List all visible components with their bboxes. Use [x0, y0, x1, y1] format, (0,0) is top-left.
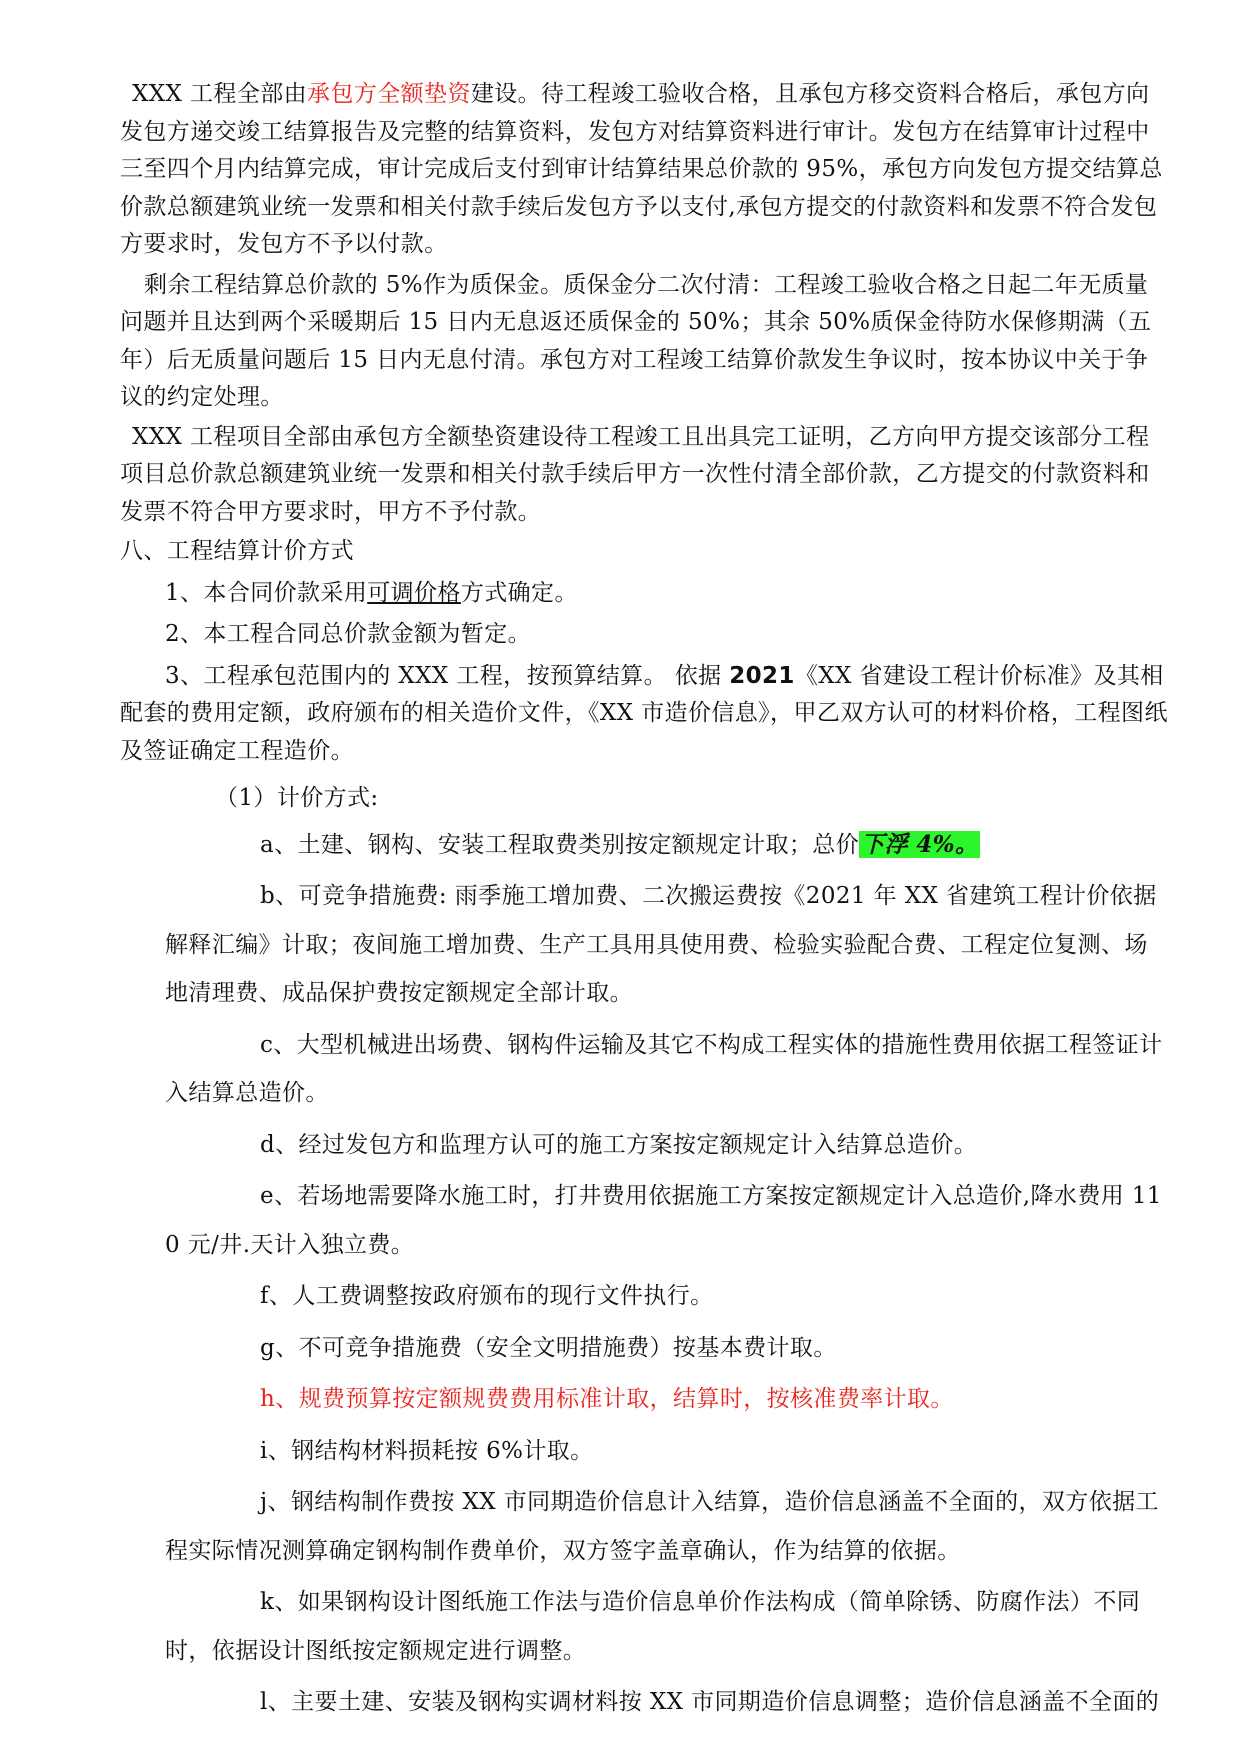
- item-3: [120, 658, 1170, 771]
- item-a-text: a、土建、钢构、安装工程取费类别按定额规定计取；总价: [260, 831, 860, 858]
- item1-text-a: 1、本合同价款采用: [165, 579, 368, 606]
- item-h: h、规费预算按定额规费费用标准计取，结算时，按核准费率计取。: [260, 1386, 954, 1412]
- section-heading-8: 八、工程结算计价方式: [120, 538, 354, 564]
- item-f: f、人工费调整按政府颁布的现行文件执行。: [260, 1283, 714, 1309]
- item-i: i、钢结构材料损耗按 6%计取。: [260, 1437, 594, 1464]
- retention-paragraph: 剩余工程结算总价款的 5%作为质保金。质保金分二次付清：工程竣工验收合格之日起二年无质量问题并且达到两个采暖期后 15 日内无息返还质保金的 50%；其余 50%质保金待防水保修期满（五年）后无质量问题后 15 日内无息付清。承包方对工程竣工结算价款发生争议时，按本协议中关于争议的约定处理。: [120, 271, 1152, 410]
- item-l: l、主要土建、安装及钢构实调材料按 XX 市同期造价信息调整；造价信息涵盖不全面的: [260, 1689, 1160, 1715]
- item-d: d、经过发包方和监理方认可的施工方案按定额规定计入结算总造价。: [260, 1131, 978, 1158]
- para1-highlight-red: 承包方全额垫资: [307, 81, 471, 107]
- item3-text-c: 《XX 省建设工程计价标准》及其相配套的费用定额，政府颁布的相关造价文件，《XX 市造价信息》，甲乙双方认可的材料价格，工程图纸及签证确定工程造价。: [120, 662, 1168, 764]
- item3-text-a: 3、工程承包范围内的 XXX 工程，按预算结算。 依据: [165, 662, 730, 689]
- item-k: k、如果钢构设计图纸施工作法与造价信息单价作法构成（简单除锈、防腐作法）不同时，依据设计图纸按定额规定进行调整。: [165, 1589, 1141, 1664]
- document-page: [120, 76, 1170, 1727]
- item3-year: 2021: [729, 662, 795, 689]
- item-1: [120, 575, 1170, 613]
- subsection-pricing-method: （1）计价方式:: [215, 785, 379, 811]
- payment-paragraph: [120, 76, 1170, 264]
- item-a: [120, 821, 1170, 870]
- item1-text-c: 方式确定。: [460, 579, 578, 606]
- item-g: g、不可竞争措施费（安全文明措施费）按基本费计取。: [260, 1334, 837, 1361]
- item-b: b、可竞争措施费: 雨季施工增加费、二次搬运费按《2021 年 XX 省建筑工程计价依据解释汇编》计取；夜间施工增加费、生产工具用具使用费、检验实验配合费、工程定位复测、场地清理费、成品保护费按定额规定全部计取。: [165, 883, 1157, 1006]
- item-j: j、钢结构制作费按 XX 市同期造价信息计入结算，造价信息涵盖不全面的，双方依据工程实际情况测算确定钢构制作费单价，双方签字盖章确认，作为结算的依据。: [165, 1489, 1159, 1564]
- item-e: e、若场地需要降水施工时，打井费用依据施工方案按定额规定计入总造价,降水费用 110 元/井.天计入独立费。: [165, 1183, 1162, 1258]
- project-payment-paragraph: XXX 工程项目全部由承包方全额垫资建设待工程竣工且出具完工证明，乙方向甲方提交该部分工程项目总价款总额建筑业统一发票和相关付款手续后甲方一次性付清全部价款，乙方提交的付款资料和发票不符合甲方要求时，甲方不予付款。: [120, 423, 1150, 525]
- item-a-highlight: 下浮 4%。: [861, 830, 979, 858]
- item-2: 2、本工程合同总价款金额为暂定。: [165, 621, 532, 647]
- item1-underlined: 可调价格: [367, 579, 461, 606]
- item-c: c、大型机械进出场费、钢构件运输及其它不构成工程实体的措施性费用依据工程签证计入结算总造价。: [165, 1031, 1163, 1106]
- para1-text-c: 建设。待工程竣工验收合格，且承包方移交资料合格后，承包方向发包方递交竣工结算报告及完整的结算资料，发包方对结算资料进行审计。发包方在结算审计过程中三至四个月内结算完成，审计完成后支付到审计结算结果总价款的 95%，承包方向发包方提交结算总价款总额建筑业统一发票和相关付款手续后发包方予以支付,承包方提交的付款资料和发票不符合发包方要求时，发包方不予以付款。: [120, 81, 1163, 257]
- para1-text-a: XXX 工程全部由: [132, 81, 308, 107]
